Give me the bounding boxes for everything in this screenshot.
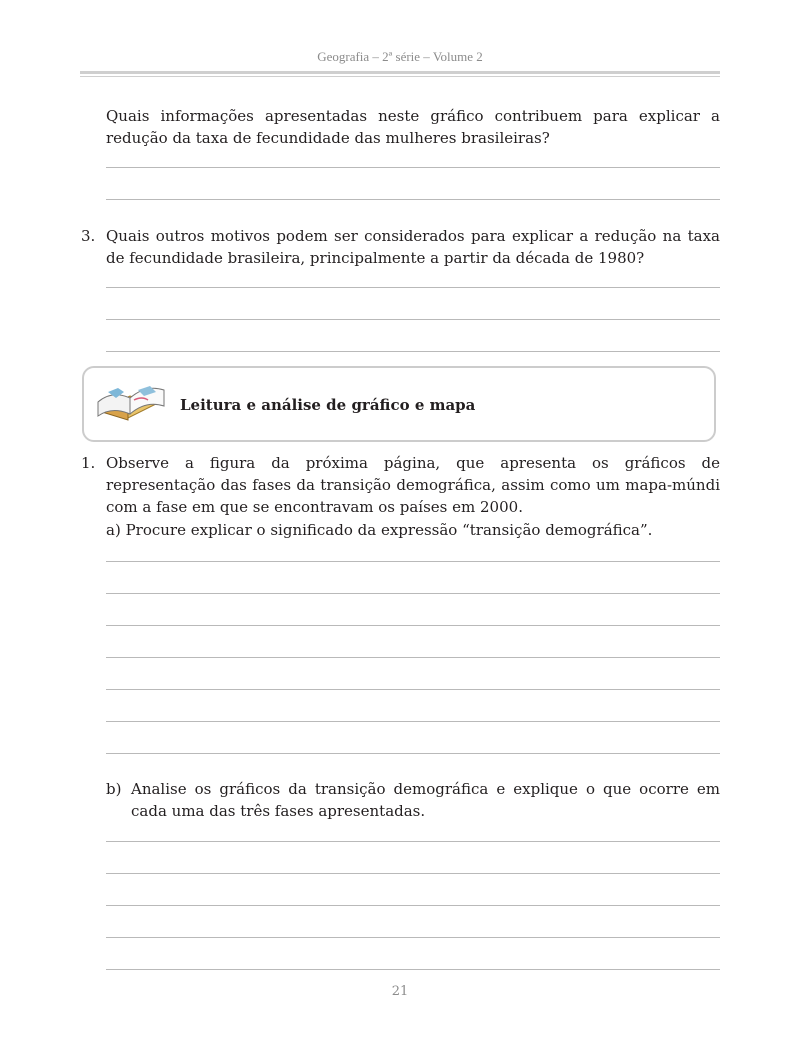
- answer-line[interactable]: [106, 969, 720, 970]
- section-title: Leitura e análise de gráfico e mapa: [180, 396, 476, 414]
- question-3-number: 3.: [81, 227, 96, 245]
- answer-line[interactable]: [106, 753, 720, 754]
- open-book-icon: [94, 374, 174, 434]
- answer-line[interactable]: [106, 351, 720, 352]
- question-3-text: Quais outros motivos podem ser considerados para explicar a redução na taxa de fecundidade brasileira, principalmente a partir da década de 1980?: [106, 227, 720, 267]
- running-header: Geografia – 2ª série – Volume 2: [317, 49, 483, 64]
- question-1b-label: b): [106, 780, 122, 798]
- answer-line[interactable]: [106, 937, 720, 938]
- question-2-continuation: Quais informações apresentadas neste gráfico contribuem para explicar a redução da taxa de fecundidade das mulheres brasileiras?: [106, 107, 720, 147]
- header-rule-thick: [80, 71, 720, 74]
- answer-line[interactable]: [106, 841, 720, 842]
- answer-line[interactable]: [106, 319, 720, 320]
- answer-line[interactable]: [106, 593, 720, 594]
- answer-line[interactable]: [106, 721, 720, 722]
- answer-line[interactable]: [106, 625, 720, 626]
- answer-line[interactable]: [106, 689, 720, 690]
- answer-line[interactable]: [106, 561, 720, 562]
- question-1a-text: a) Procure explicar o significado da expressão “transição demográfica”.: [106, 521, 653, 539]
- question-1-number: 1.: [81, 454, 96, 472]
- answer-line[interactable]: [106, 287, 720, 288]
- page-number: 21: [391, 984, 409, 999]
- header-rule-thin: [80, 76, 720, 77]
- answer-line[interactable]: [106, 657, 720, 658]
- question-1b-text: Analise os gráficos da transição demográfica e explique o que ocorre em cada uma das três fases apresentadas.: [131, 780, 720, 820]
- answer-line[interactable]: [106, 167, 720, 168]
- answer-line[interactable]: [106, 905, 720, 906]
- answer-line[interactable]: [106, 873, 720, 874]
- answer-line[interactable]: [106, 199, 720, 200]
- question-1-text: Observe a figura da próxima página, que apresenta os gráficos de representação das fases da transição demográfica, assim como um mapa-múndi com a fase em que se encontravam os países em 2000.: [106, 454, 720, 516]
